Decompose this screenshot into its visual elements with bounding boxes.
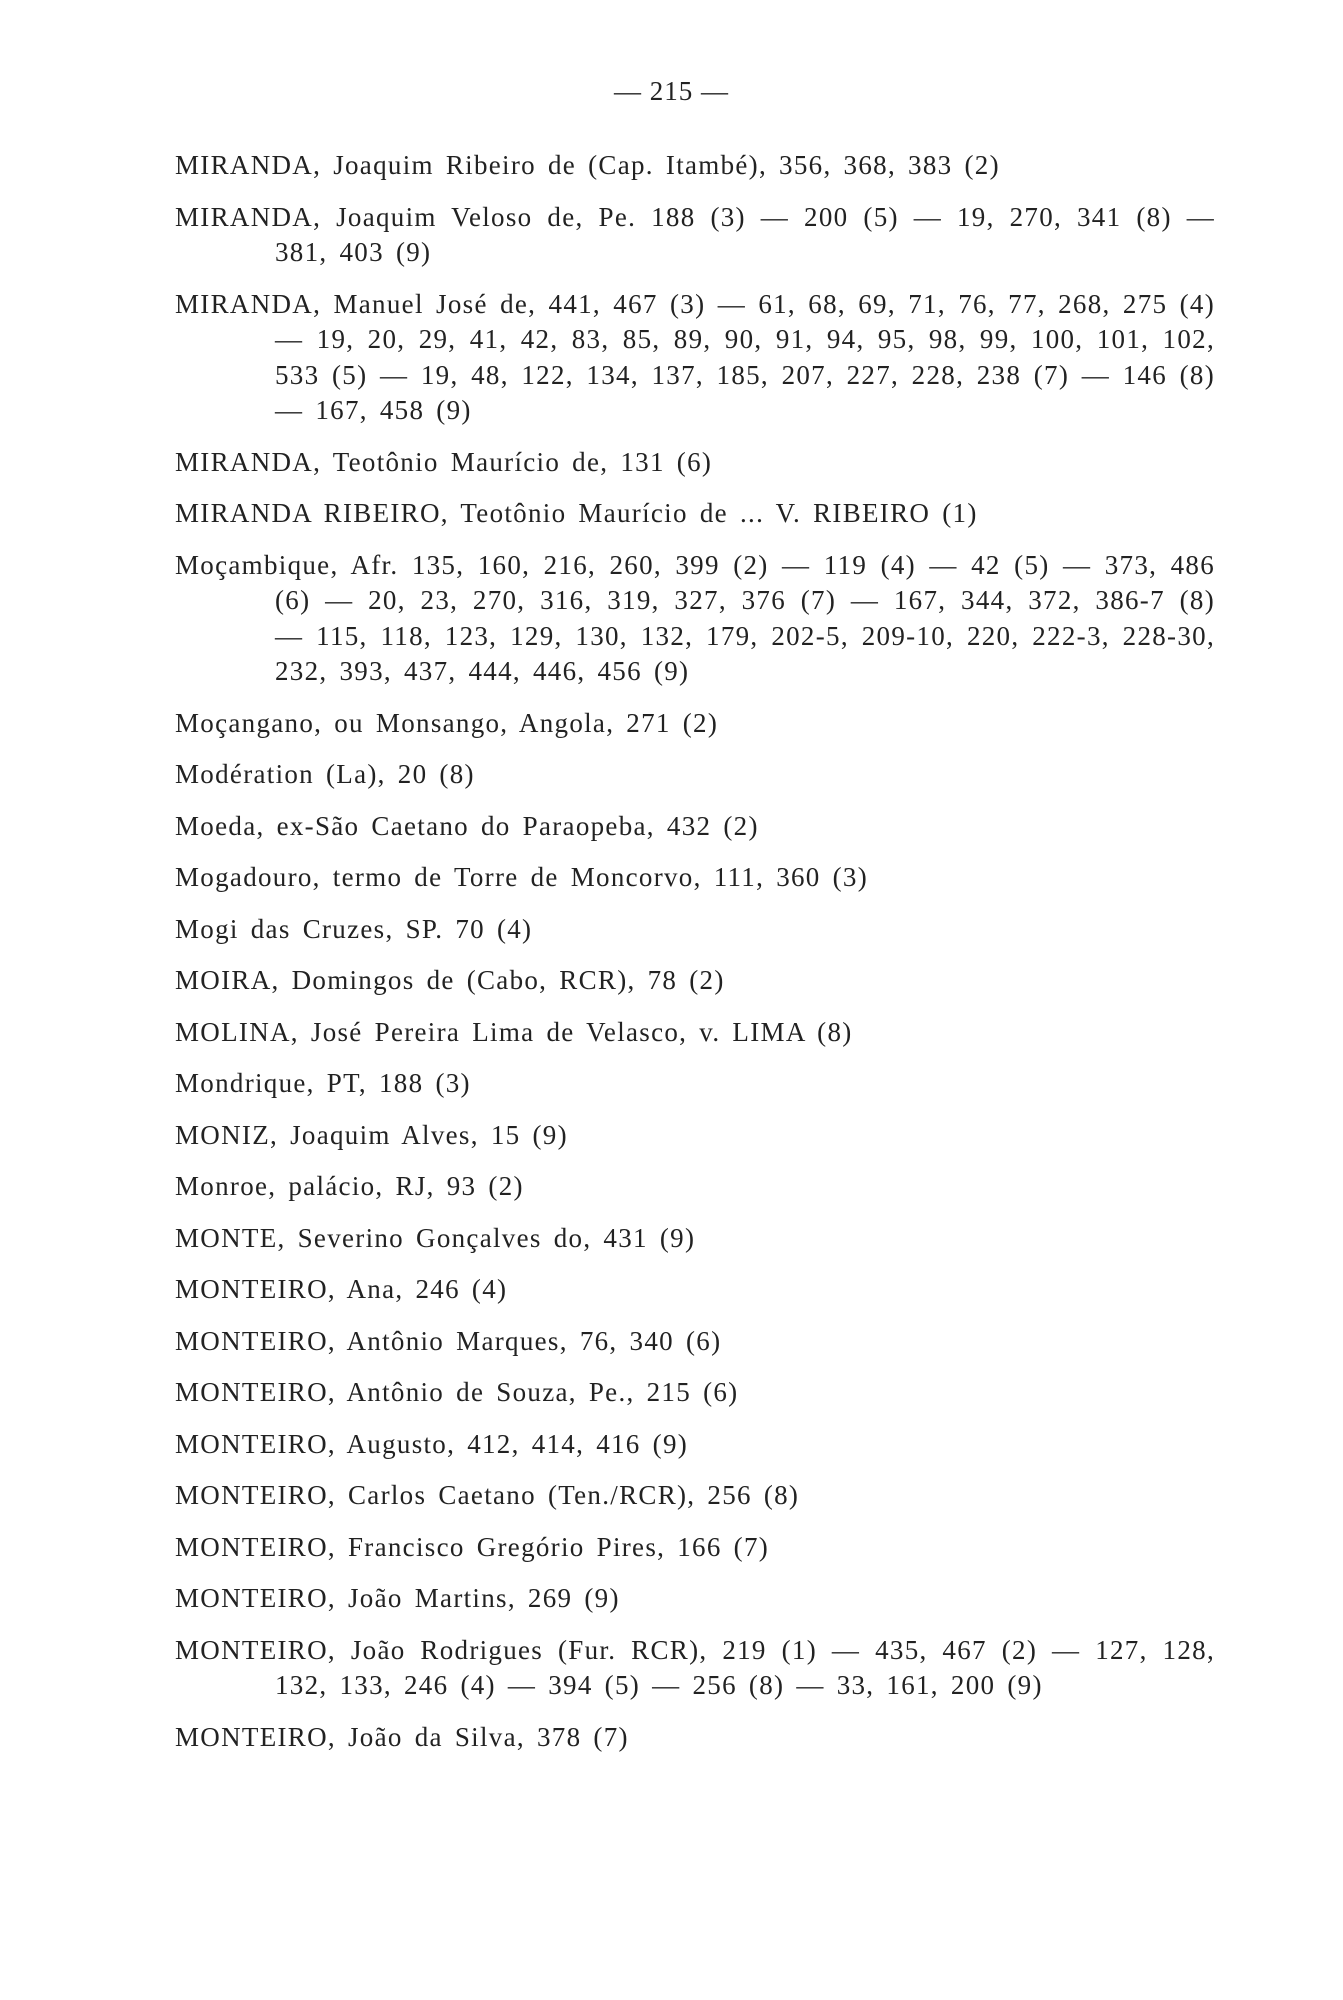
index-entry: MONTE, Severino Gonçalves do, 431 (9) [175, 1222, 696, 1253]
index-entry: Mogadouro, termo de Torre de Moncorvo, 111, 360 (3) [175, 862, 869, 892]
index-entry: MOIRA, Domingos de (Cabo, RCR), 78 (2) [175, 965, 725, 995]
index-entry: MONTEIRO, Antônio de Souza, Pe., 215 (6) [175, 1377, 739, 1407]
index-entry: MIRANDA, Teotônio Maurício de, 131 (6) [175, 446, 713, 477]
index-entry: MONTEIRO, Francisco Gregório Pires, 166 (7) [175, 1531, 770, 1562]
index-entry: MONTEIRO, João Martins, 269 (9) [175, 1583, 620, 1613]
index-entry: Moçambique, Afr. 135, 160, 216, 260, 399 (2) — 119 (4) — 42 (5) — 373, 486 (6) — 20, 23, 270, 316, 319, 327, 376 (7) — 167, 344, 372, 386-7 (8) — 115, 118, 123, 129, 130, 132, 179, 202-5, 209-10, 220, 222-3, 228-30, 232, 393, 437, 444, 446, 456 (9) [175, 549, 1215, 686]
page-number: — 215 — [614, 76, 729, 106]
index-entry: MONTEIRO, João Rodrigues (Fur. RCR), 219 (1) — 435, 467 (2) — 127, 128, 132, 133, 246 (4) — 394 (5) — 256 (8) — 33, 161, 200 (9) [175, 1634, 1215, 1700]
index-entry: MONTEIRO, Ana, 246 (4) [175, 1274, 508, 1304]
index-entry: Moeda, ex-São Caetano do Paraopeba, 432 (2) [175, 810, 759, 841]
index-entry: MIRANDA, Joaquim Veloso de, Pe. 188 (3) — 200 (5) — 19, 270, 341 (8) — 381, 403 (9) [175, 201, 1215, 267]
index-entry: Modération (La), 20 (8) [175, 759, 475, 789]
index-entry: MIRANDA, Joaquim Ribeiro de (Cap. Itambé), 356, 368, 383 (2) [175, 150, 1000, 180]
index-entry: MONTEIRO, Antônio Marques, 76, 340 (6) [175, 1325, 722, 1356]
index-entry: MONTEIRO, João da Silva, 378 (7) [175, 1721, 629, 1752]
index-entry: MONIZ, Joaquim Alves, 15 (9) [175, 1119, 568, 1150]
index-entry: Mondrique, PT, 188 (3) [175, 1068, 471, 1098]
index-entry: Mogi das Cruzes, SP. 70 (4) [175, 913, 533, 944]
index-entries [175, 148, 1215, 1771]
index-entry: Moçangano, ou Monsango, Angola, 271 (2) [175, 707, 719, 738]
index-entry: MONTEIRO, Carlos Caetano (Ten./RCR), 256 (8) [175, 1480, 800, 1510]
index-entry: Monroe, palácio, RJ, 93 (2) [175, 1171, 524, 1201]
index-entry: MOLINA, José Pereira Lima de Velasco, v. LIMA (8) [175, 1016, 853, 1047]
index-entry: MIRANDA, Manuel José de, 441, 467 (3) — 61, 68, 69, 71, 76, 77, 268, 275 (4) — 19, 20, 29, 41, 42, 83, 85, 89, 90, 91, 94, 95, 98, 99, 100, 101, 102, 533 (5) — 19, 48, 122, 134, 137, 185, 207, 227, 228, 238 (7) — 146 (8) — 167, 458 (9) [175, 288, 1215, 425]
index-entry: MONTEIRO, Augusto, 412, 414, 416 (9) [175, 1428, 689, 1459]
index-entry: MIRANDA RIBEIRO, Teotônio Maurício de ... V. RIBEIRO (1) [175, 498, 978, 528]
